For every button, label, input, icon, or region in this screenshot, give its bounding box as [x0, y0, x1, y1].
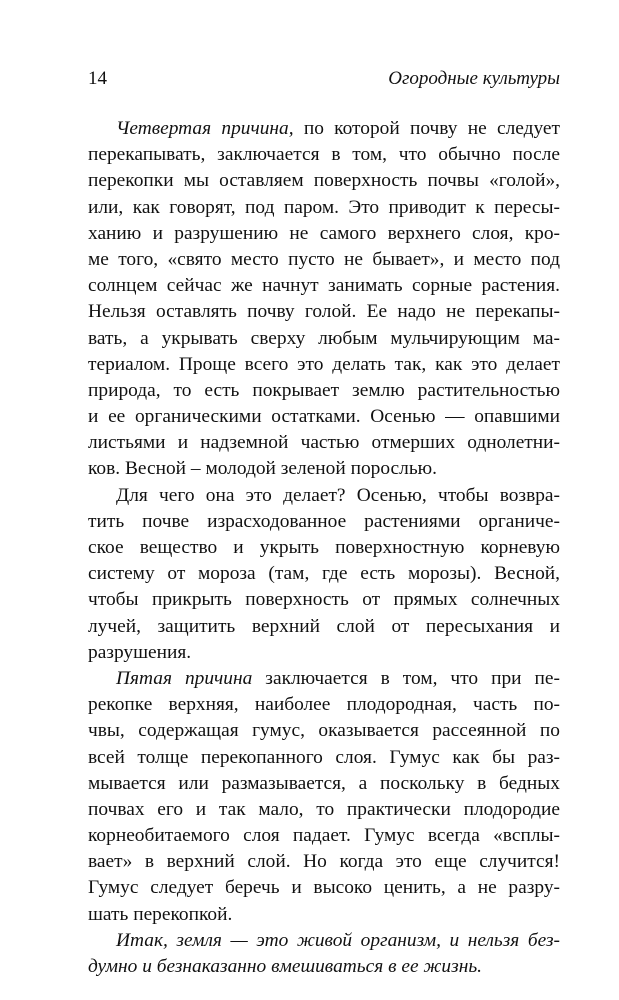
book-page — [88, 62, 560, 980]
text-line — [88, 273, 560, 299]
running-header — [88, 62, 560, 96]
text-line — [88, 614, 560, 640]
paragraph — [88, 928, 560, 980]
italic-phrase: Пятая причина — [116, 667, 253, 689]
text-line — [88, 640, 560, 666]
text-line — [88, 535, 560, 561]
text-line — [88, 902, 560, 928]
line-text: разрушения. — [88, 641, 192, 663]
line-text: Для чего она это делает? Осенью, чтобы возвра- — [116, 484, 560, 506]
text-line — [88, 378, 560, 404]
line-text: и ее органическими остатками. Осенью — опавшими — [88, 406, 560, 428]
line-text: мывается или размазывается, а поскольку в бедных — [88, 772, 560, 794]
line-text: заключается в том, что при пе- — [252, 667, 560, 689]
line-text: ков. Весной – молодой зеленой порослью. — [88, 458, 438, 480]
line-text: систему от мороза (там, где есть морозы). Весной, — [88, 563, 560, 585]
text-line — [88, 666, 560, 692]
text-line — [88, 116, 560, 142]
text-line — [88, 771, 560, 797]
line-text: рекопке верхняя, наиболее плодородная, часть по- — [88, 694, 560, 716]
text-line — [88, 823, 560, 849]
text-line — [88, 928, 560, 954]
line-text: корнеобитаемого слоя падает. Гумус всегда «всплы- — [88, 825, 560, 847]
line-text: или, как говорят, под паром. Это приводит к пересы- — [88, 196, 560, 218]
line-text: почвах его и так мало, то практически плодородие — [88, 798, 560, 820]
text-line — [88, 954, 560, 980]
line-text: лучей, защитить верхний слой от пересыхания и — [88, 615, 560, 637]
text-line — [88, 430, 560, 456]
text-line — [88, 875, 560, 901]
text-line — [88, 221, 560, 247]
text-line — [88, 456, 560, 482]
text-line — [88, 352, 560, 378]
line-text: чвы, содержащая гумус, оказывается рассеянной по — [88, 720, 560, 742]
text-line — [88, 404, 560, 430]
line-text: перекапывать, заключается в том, что обычно после — [88, 144, 560, 166]
line-text: вать, а укрывать сверху любым мульчирующим ма- — [88, 327, 560, 349]
line-text: ханию и разрушению не самого верхнего слоя, кро- — [88, 222, 560, 244]
line-text: листьями и надземной частью отмерших однолетни- — [88, 432, 560, 454]
page-number: 14 — [88, 68, 107, 89]
paragraph — [88, 483, 560, 666]
text-line — [88, 849, 560, 875]
text-line — [88, 483, 560, 509]
text-line — [88, 797, 560, 823]
text-line — [88, 326, 560, 352]
body-text — [88, 116, 560, 980]
paragraph — [88, 666, 560, 928]
line-text: чтобы прикрыть поверхность от прямых солнечных — [88, 589, 560, 611]
italic-phrase: думно и безнаказанно вмешиваться в ее жизнь. — [88, 956, 482, 977]
line-text: ское вещество и укрыть поверхностную корневую — [88, 537, 560, 558]
text-line — [88, 509, 560, 535]
line-text: по которой почву не следует — [293, 118, 560, 139]
chapter-title: Огородные культуры — [388, 68, 560, 89]
text-line — [88, 587, 560, 613]
text-line — [88, 195, 560, 221]
line-text: териалом. Проще всего это делать так, как это делает — [88, 353, 560, 375]
text-line — [88, 247, 560, 273]
text-line — [88, 692, 560, 718]
text-line — [88, 718, 560, 744]
line-text: Гумус следует беречь и высоко ценить, а не разру- — [88, 877, 560, 899]
text-line — [88, 561, 560, 587]
line-text: шать перекопкой. — [88, 903, 233, 925]
line-text: вает» в верхний слой. Но когда это еще случится! — [88, 851, 560, 873]
line-text: солнцем сейчас же начнут занимать сорные растения. — [88, 275, 560, 297]
line-text: перекопки мы оставляем поверхность почвы «голой», — [88, 170, 560, 192]
line-text: Нельзя оставлять почву голой. Ее надо не перекапы- — [88, 301, 560, 323]
line-text: ме того, «свято место пусто не бывает», и место под — [88, 248, 560, 270]
line-text: тить почве израсходованное растениями органиче- — [88, 510, 560, 532]
text-line — [88, 142, 560, 168]
italic-phrase: Итак, земля — это живой организм, и нельзя без- — [116, 929, 560, 951]
text-line — [88, 745, 560, 771]
paragraph — [88, 116, 560, 483]
italic-phrase: Четвертая причина, — [116, 118, 294, 139]
text-line — [88, 299, 560, 325]
line-text: всей толще перекопанного слоя. Гумус как бы раз- — [88, 746, 560, 768]
text-line — [88, 168, 560, 194]
line-text: природа, то есть покрывает землю растительностью — [88, 379, 560, 401]
